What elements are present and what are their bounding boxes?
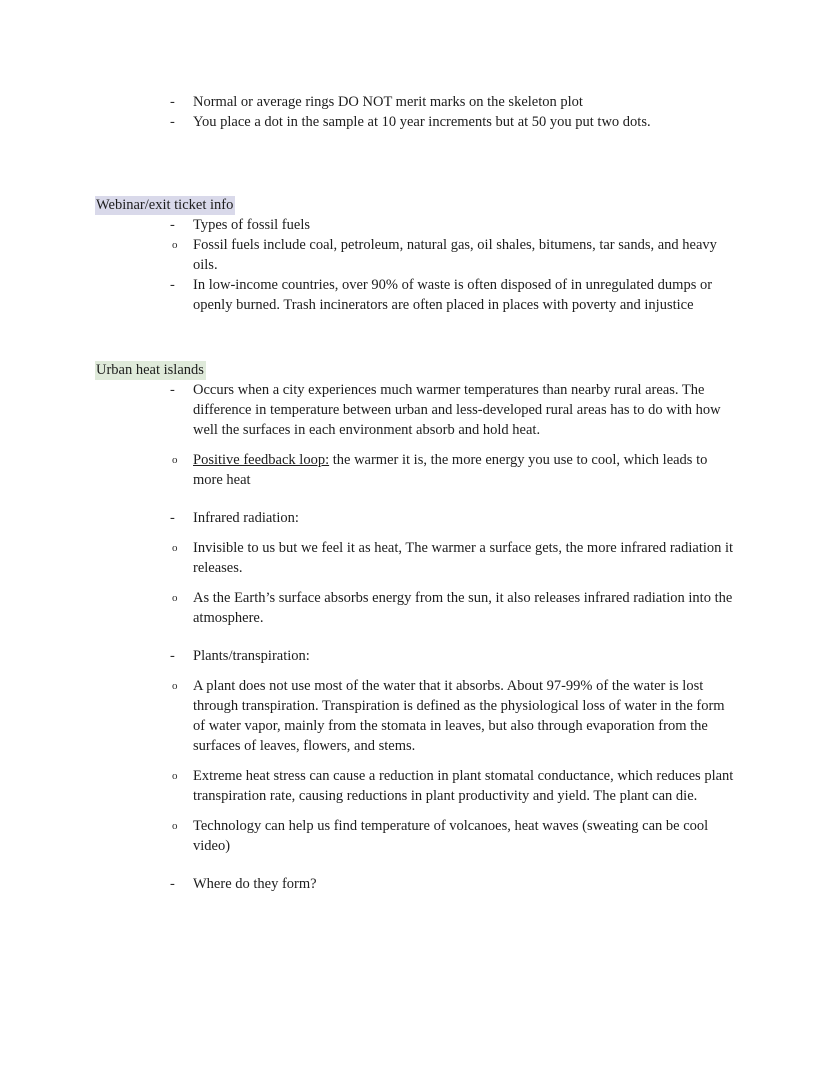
circle-bullet-icon: o	[172, 770, 178, 782]
list-item-text: Where do they form?	[193, 876, 317, 892]
spacer	[95, 178, 735, 196]
list-item-text: In low-income countries, over 90% of waste is often disposed of in unregulated dumps or openly burned. Trash incinerators are often placed in places with poverty and injustice	[193, 277, 713, 313]
list-item	[95, 275, 735, 315]
list-item	[95, 646, 735, 666]
spacer	[95, 315, 735, 361]
circle-bullet-icon: o	[172, 680, 178, 692]
sub-list-item	[95, 816, 735, 856]
list-item	[95, 508, 735, 528]
list-item-text: You place a dot in the sample at 10 year increments but at 50 you put two dots.	[193, 114, 651, 130]
heading-highlight-purple: Webinar/exit ticket info	[96, 197, 234, 213]
sub-list-item-text: Technology can help us find temperature of volcanoes, heat waves (sweating can be cool video)	[193, 818, 709, 854]
top-notes-block	[95, 92, 735, 132]
spacer	[95, 628, 735, 646]
dash-bullet-icon: -	[170, 94, 175, 110]
list-item	[95, 112, 735, 132]
spacer	[95, 132, 735, 178]
spacer	[95, 490, 735, 508]
spacer	[95, 666, 735, 676]
sub-list-item	[95, 588, 735, 628]
spacer	[95, 440, 735, 450]
dash-bullet-icon: -	[170, 114, 175, 130]
sub-list-item-text: As the Earth’s surface absorbs energy from the sun, it also releases infrared radiation into the atmosphere.	[193, 590, 733, 626]
sub-list-item	[95, 676, 735, 756]
sub-list-item-text: Invisible to us but we feel it as heat, The warmer a surface gets, the more infrared radiation it releases.	[193, 540, 734, 576]
dash-bullet-icon: -	[170, 277, 175, 293]
dash-bullet-icon: -	[170, 648, 175, 664]
sub-list-item	[95, 235, 735, 275]
list-item-text: Occurs when a city experiences much warmer temperatures than nearby rural areas. The difference in temperature between urban and less-developed rural areas has to do with how well the surfaces in each environment absorb and hold heat.	[193, 382, 721, 438]
heading-highlight-green: Urban heat islands	[96, 362, 204, 378]
dash-bullet-icon: -	[170, 510, 175, 526]
document-content	[95, 92, 735, 894]
section-heading-webinar	[95, 196, 735, 215]
list-item-text: Plants/transpiration:	[193, 648, 310, 664]
spacer	[95, 756, 735, 766]
sub-list-item-text: the warmer it is, the more energy you use to cool, which leads to more heat	[193, 452, 708, 488]
spacer	[95, 578, 735, 588]
dash-bullet-icon: -	[170, 876, 175, 892]
list-item	[95, 215, 735, 235]
circle-bullet-icon: o	[172, 592, 178, 604]
circle-bullet-icon: o	[172, 454, 178, 466]
list-item	[95, 92, 735, 112]
circle-bullet-icon: o	[172, 239, 178, 251]
sub-list-item-text: Fossil fuels include coal, petroleum, natural gas, oil shales, bitumens, tar sands, and heavy oils.	[193, 237, 717, 273]
list-item-text: Infrared radiation:	[193, 510, 299, 526]
sub-list-item-text: A plant does not use most of the water that it absorbs. About 97-99% of the water is lost through transpiration. Transpiration is defined as the physiological loss of water in the form of water vapor, mainly from the stomata in leaves, but also through evaporation from the surfaces of leaves, flowers, and stems.	[193, 678, 725, 754]
list-item-text: Types of fossil fuels	[193, 217, 310, 233]
list-item-text: Normal or average rings DO NOT merit marks on the skeleton plot	[193, 94, 583, 110]
dash-bullet-icon: -	[170, 217, 175, 233]
section-heading-urban-heat-islands	[95, 361, 735, 380]
spacer	[95, 856, 735, 874]
spacer	[95, 806, 735, 816]
sub-list-item	[95, 450, 735, 490]
circle-bullet-icon: o	[172, 542, 178, 554]
sub-list-item-text: Extreme heat stress can cause a reduction in plant stomatal conductance, which reduces plant transpiration rate, causing reductions in plant productivity and yield. The plant can die.	[193, 768, 734, 804]
dash-bullet-icon: -	[170, 382, 175, 398]
spacer	[95, 528, 735, 538]
circle-bullet-icon: o	[172, 820, 178, 832]
sub-list-item	[95, 766, 735, 806]
sub-list-item	[95, 538, 735, 578]
list-item	[95, 874, 735, 894]
list-item	[95, 380, 735, 440]
underlined-term: Positive feedback loop:	[193, 452, 330, 468]
